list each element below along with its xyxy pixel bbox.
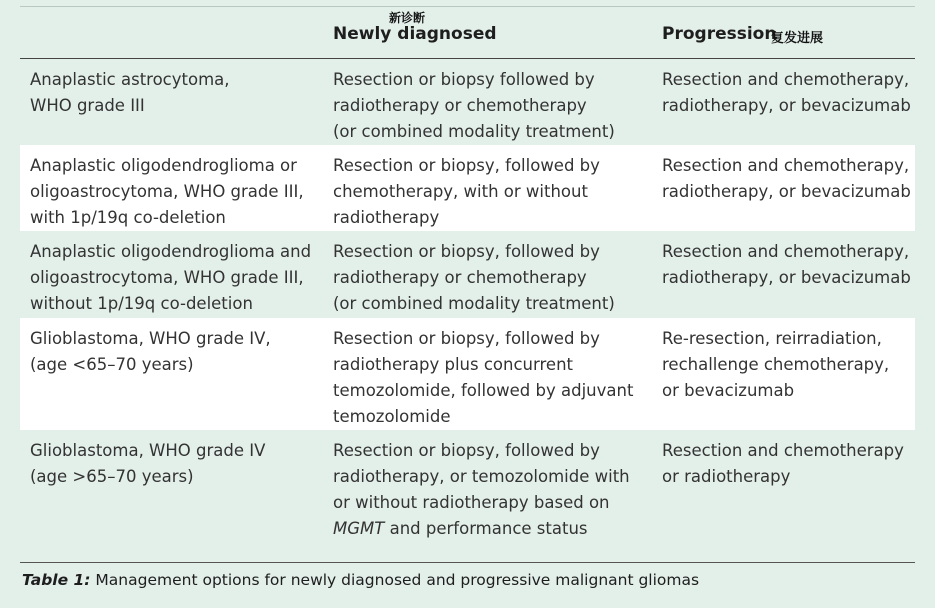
mgmt-term: MGMT xyxy=(333,519,385,538)
row-newly-diagnosed: Resection or biopsy, followed by radiotherapy, or temozolomide with or without radiotherapy based on MGMT and performance status xyxy=(333,441,630,538)
header-progression-cn: 复发进展 xyxy=(771,31,824,46)
row-newly-diagnosed: Resection or biopsy, followed by chemotherapy, with or without radiotherapy xyxy=(333,156,600,227)
table-row xyxy=(20,231,915,318)
table-row xyxy=(20,145,915,231)
row-progression: Resection and chemotherapy, radiotherapy, or bevacizumab xyxy=(662,242,911,287)
row-newly-diagnosed: Resection or biopsy followed by radiotherapy or chemotherapy (or combined modality treatment) xyxy=(333,70,615,141)
row-diagnosis: Glioblastoma, WHO grade IV (age >65–70 years) xyxy=(30,441,266,486)
table-caption xyxy=(22,571,912,589)
row-newly-diagnosed: Resection or biopsy, followed by radiotherapy plus concurrent temozolomide, followed by adjuvant temozolomide xyxy=(333,329,634,426)
table-row xyxy=(20,430,915,560)
table-row xyxy=(20,318,915,430)
top-rule xyxy=(20,6,915,7)
caption-label: Table 1: xyxy=(22,571,91,589)
row-progression: Resection and chemotherapy, radiotherapy, or bevacizumab xyxy=(662,156,911,201)
table-row xyxy=(20,59,915,145)
row-newly-diagnosed: Resection or biopsy, followed by radiotherapy or chemotherapy (or combined modality treatment) xyxy=(333,242,615,313)
row-diagnosis: Glioblastoma, WHO grade IV, (age <65–70 years) xyxy=(30,329,271,374)
header-newly-diagnosed-cn: 新诊断 xyxy=(389,11,426,25)
caption-text: Management options for newly diagnosed and progressive malignant gliomas xyxy=(90,571,700,589)
row-diagnosis: Anaplastic astrocytoma, WHO grade III xyxy=(30,70,230,115)
row-progression: Resection and chemotherapy, radiotherapy, or bevacizumab xyxy=(662,70,911,115)
bottom-rule xyxy=(20,562,915,563)
row-progression: Re-resection, reirradiation, rechallenge chemotherapy, or bevacizumab xyxy=(662,329,890,400)
row-diagnosis: Anaplastic oligodendroglioma or oligoastrocytoma, WHO grade III, with 1p/19q co-deletion xyxy=(30,156,304,227)
row-progression: Resection and chemotherapy or radiotherapy xyxy=(662,441,904,486)
row-diagnosis: Anaplastic oligodendroglioma and oligoastrocytoma, WHO grade III, without 1p/19q co-deletion xyxy=(30,242,312,313)
header-newly-diagnosed: Newly diagnosed xyxy=(333,24,497,44)
header-progression: Progression xyxy=(662,24,777,44)
